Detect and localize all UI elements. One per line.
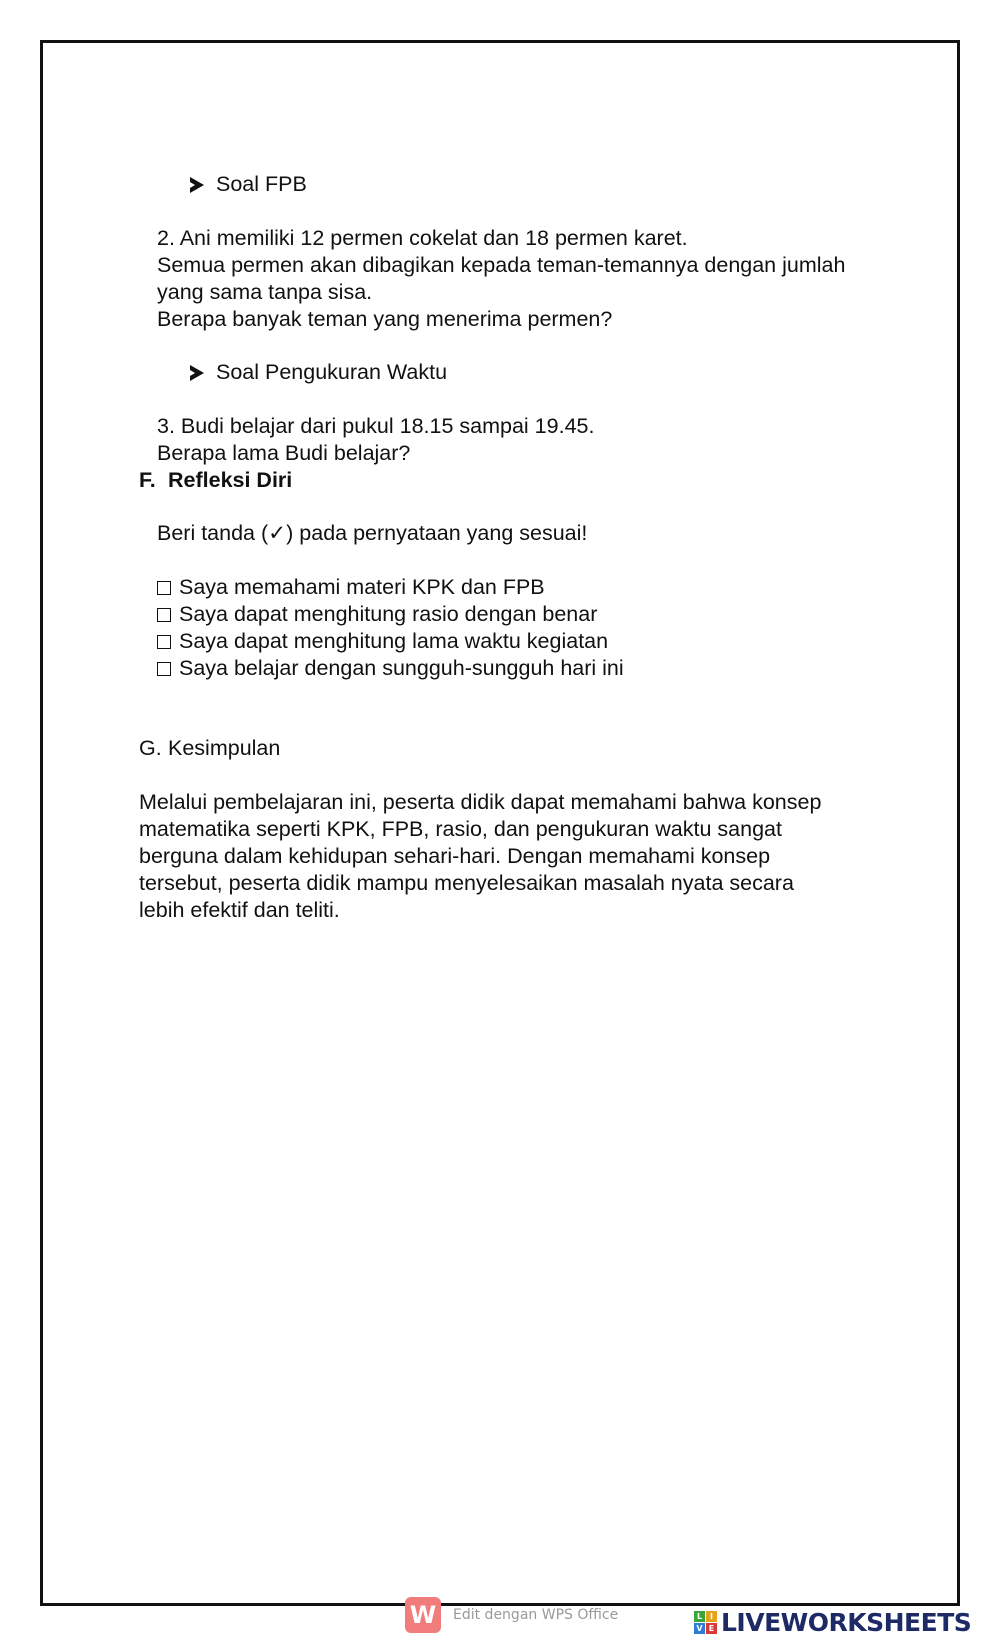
reflection-item bbox=[157, 574, 545, 601]
question-2-line-2: Semua permen akan dibagikan kepada teman-temannya dengan jumlah bbox=[157, 253, 846, 277]
reflection-item-label: Saya memahami materi KPK dan FPB bbox=[179, 575, 545, 599]
reflection-instruction: Beri tanda (✓) pada pernyataan yang sesuai! bbox=[157, 521, 588, 545]
checkbox-icon[interactable] bbox=[157, 608, 171, 622]
checkbox-icon[interactable] bbox=[157, 662, 171, 676]
conclusion-line-1: Melalui pembelajaran ini, peserta didik dapat memahami bahwa konsep bbox=[139, 790, 822, 814]
reflection-item bbox=[157, 601, 597, 628]
reflection-item-label: Saya dapat menghitung rasio dengan benar bbox=[179, 602, 598, 626]
question-2-line-1: 2. Ani memiliki 12 permen cokelat dan 18 permen karet. bbox=[157, 226, 688, 250]
logo-letter-l: L bbox=[694, 1611, 705, 1622]
question-2-line-3: yang sama tanpa sisa. bbox=[157, 280, 373, 304]
question-3-line-2: Berapa lama Budi belajar? bbox=[157, 441, 411, 465]
arrow-bullet-icon bbox=[190, 365, 204, 381]
section-letter-f: F. bbox=[139, 468, 156, 492]
wps-edit-text: Edit dengan WPS Office bbox=[453, 1607, 619, 1623]
conclusion-line-3: berguna dalam kehidupan sehari-hari. Dengan memahami konsep bbox=[139, 844, 771, 868]
section-title-refleksi: Refleksi Diri bbox=[168, 468, 293, 492]
conclusion-line-5: lebih efektif dan teliti. bbox=[139, 898, 340, 922]
liveworksheets-name: LIVEWORKSHEETS bbox=[721, 1608, 972, 1637]
reflection-item bbox=[157, 628, 608, 655]
checkbox-icon[interactable] bbox=[157, 635, 171, 649]
liveworksheets-logo-icon bbox=[694, 1611, 717, 1634]
conclusion-line-2: matematika seperti KPK, FPB, rasio, dan pengukuran waktu sangat bbox=[139, 817, 782, 841]
conclusion-line-4: tersebut, peserta didik mampu menyelesaikan masalah nyata secara bbox=[139, 871, 794, 895]
logo-letter-i: I bbox=[706, 1611, 717, 1622]
arrow-bullet-icon bbox=[190, 177, 204, 193]
reflection-item-label: Saya dapat menghitung lama waktu kegiatan bbox=[179, 629, 609, 653]
logo-letter-e: E bbox=[706, 1623, 717, 1634]
question-2-line-4: Berapa banyak teman yang menerima permen? bbox=[157, 307, 613, 331]
wps-logo-icon: W bbox=[405, 1597, 441, 1633]
wps-watermark bbox=[405, 1597, 618, 1633]
section-letter-g: G. bbox=[139, 736, 162, 760]
section-heading-soal-waktu: Soal Pengukuran Waktu bbox=[216, 360, 448, 384]
question-3-line-1: 3. Budi belajar dari pukul 18.15 sampai 19.45. bbox=[157, 414, 595, 438]
liveworksheets-brand[interactable] bbox=[694, 1608, 971, 1637]
reflection-item bbox=[157, 655, 624, 682]
section-heading-soal-fpb: Soal FPB bbox=[216, 172, 307, 196]
logo-letter-v: V bbox=[694, 1623, 705, 1634]
reflection-item-label: Saya belajar dengan sungguh-sungguh hari ini bbox=[179, 656, 624, 680]
checkbox-icon[interactable] bbox=[157, 581, 171, 595]
section-title-kesimpulan: Kesimpulan bbox=[168, 736, 281, 760]
